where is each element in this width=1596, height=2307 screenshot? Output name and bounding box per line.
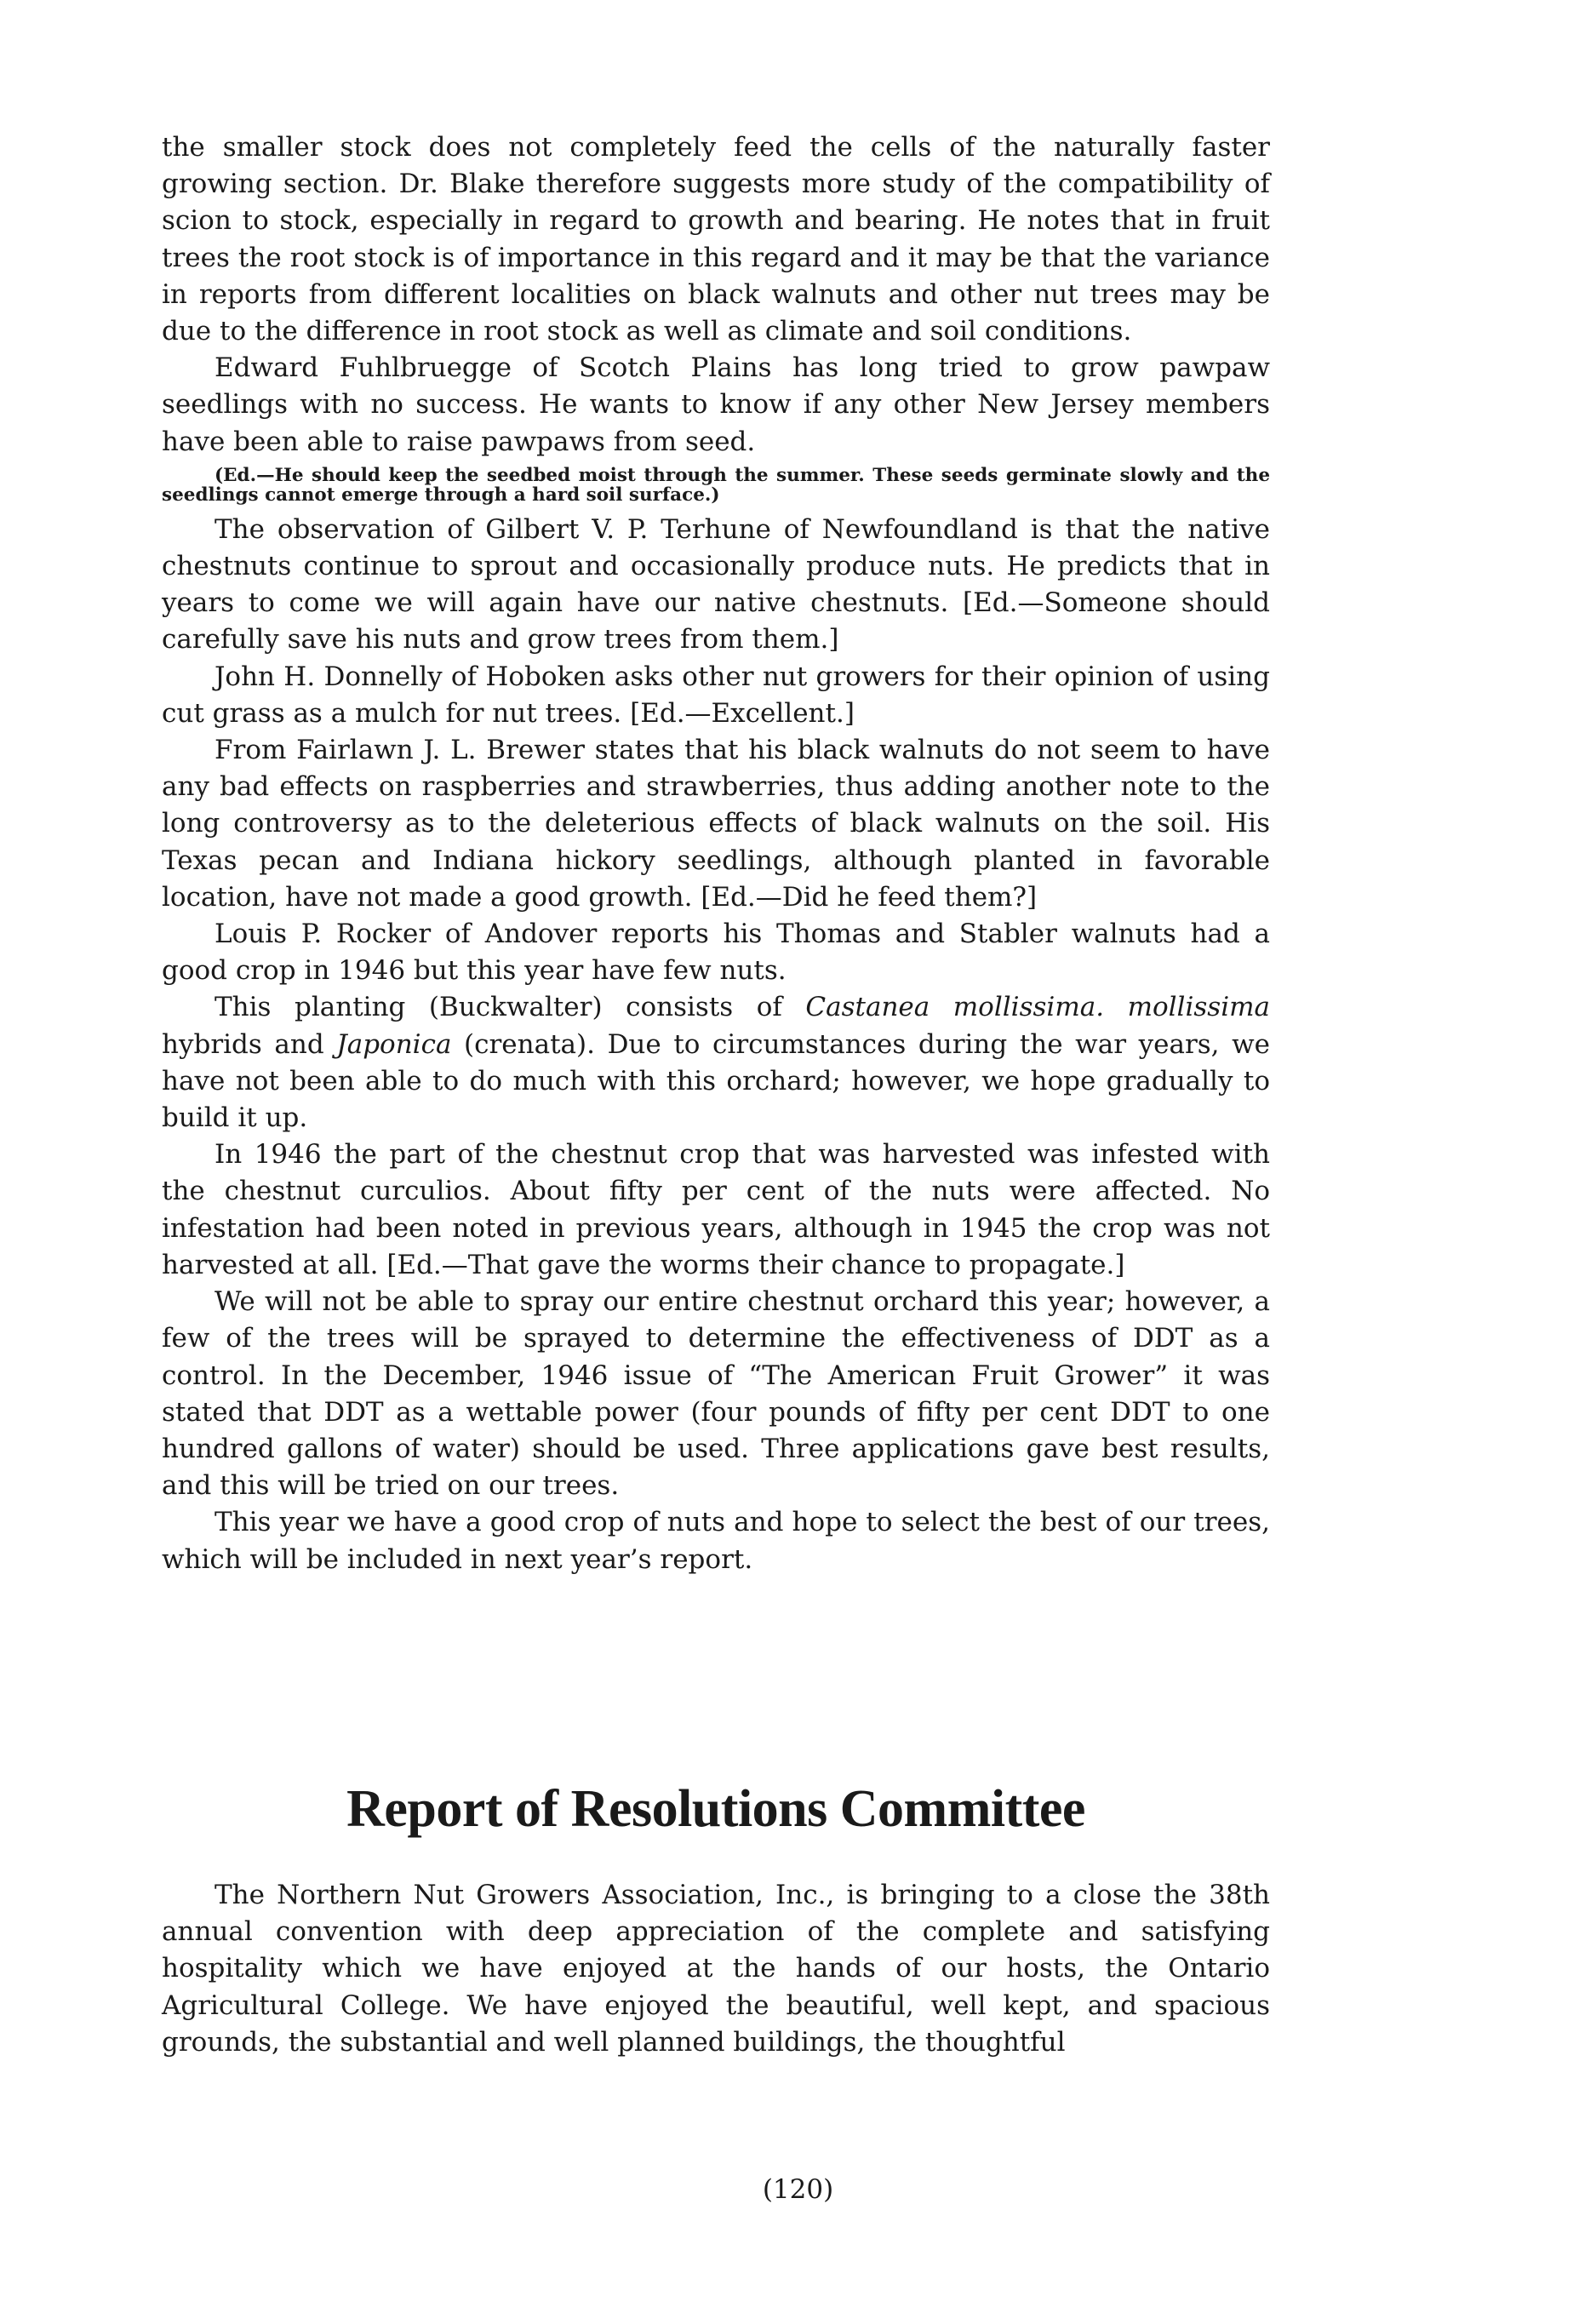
- paragraph-resolution: The Northern Nut Growers Association, Inc., is bringing to a close the 38th annual convention with deep appreciation of the complete and satisfying hospitality which we have enjoyed at the hands of our hosts, the Ontario Agricultural College. We have enjoyed the beautiful, well kept, and spacious grounds, the substantial and well planned buildings, the thoughtful: [162, 1880, 1270, 2058]
- paragraph-curculio: In 1946 the part of the chestnut crop that was harvested was infested with the chestnut curculios. About fifty per cent of the nuts were affected. No infestation had been noted in previous years, although in 1945 the crop was not harvested at all. [Ed.—That gave the worms their chance to propagate.]: [162, 1139, 1270, 1280]
- paragraph-fuhlbruegge: Edward Fuhlbruegge of Scotch Plains has long tried to grow pawpaw seedlings with no success. He wants to know if any other New Jersey members have been able to raise pawpaws from seed.: [162, 352, 1270, 457]
- paragraph-rocker: Louis P. Rocker of Andover reports his Thomas and Stabler walnuts had a good crop in 1946 but this year have few nuts.: [162, 919, 1270, 987]
- section-title: Report of Resolutions Committee: [346, 1780, 1085, 1838]
- paragraph-crop-report: This year we have a good crop of nuts and hope to select the best of our trees, which will be included in next year’s report.: [162, 1507, 1270, 1575]
- buckwalter-text-before: This planting (Buckwalter) consists of: [215, 992, 806, 1023]
- resolutions-body: [162, 1877, 1270, 2061]
- paragraph-donnelly: John H. Donnelly of Hoboken asks other nut growers for their opinion of using cut grass as a mulch for nut trees. [Ed.—Excellent.]: [162, 661, 1270, 729]
- page-number: (120): [762, 2174, 834, 2205]
- species-name-castanea: Castanea mollissima. mollissima: [805, 992, 1271, 1023]
- paragraph-buckwalter: [162, 989, 1270, 1136]
- paragraph-brewer: From Fairlawn J. L. Brewer states that his black walnuts do not seem to have any bad effects on raspberries and strawberries, thus adding another note to the long controversy as to the deleterious effects of black walnuts on the soil. His Texas pecan and Indiana hickory seedlings, although planted in favorable location, have not made a good growth. [Ed.—Did he feed them?]: [162, 735, 1270, 913]
- buckwalter-text-after: (crenata). Due to circumstances during the war years, we have not been able to do much with this orchard; however, we hope gradually to build it up.: [162, 1028, 1271, 1134]
- article-body: [162, 129, 1270, 1578]
- buckwalter-text-middle: hybrids and: [162, 1028, 337, 1060]
- editor-note-seedbed: (Ed.—He should keep the seedbed moist through the summer. These seeds germinate slowly and the seedlings cannot emerge through a hard soil surface.): [162, 464, 1270, 506]
- paragraph-terhune: The observation of Gilbert V. P. Terhune of Newfoundland is that the native chestnuts continue to sprout and occasionally produce nuts. He predicts that in years to come we will again have our native chestnuts. [Ed.—Someone should carefully save his nuts and grow trees from them.]: [162, 513, 1270, 655]
- paragraph-compatibility: the smaller stock does not completely feed the cells of the naturally faster growing section. Dr. Blake therefore suggests more study of the compatibility of scion to stock, especially in regard to growth and bearing. He notes that in fruit trees the root stock is of importance in this regard and it may be that the variance in reports from different localities on black walnuts and other nut trees may be due to the difference in root stock as well as climate and soil conditions.: [162, 132, 1270, 347]
- paragraph-ddt-spray: We will not be able to spray our entire chestnut orchard this year; however, a few of the trees will be sprayed to determine the effectiveness of DDT as a control. In the December, 1946 issue of “The American Fruit Grower” it was stated that DDT as a wettable power (four pounds of fifty per cent DDT to one hundred gallons of water) should be used. Three applications gave best results, and this will be tried on our trees.: [162, 1286, 1270, 1502]
- species-name-japonica: Japonica: [336, 1028, 452, 1060]
